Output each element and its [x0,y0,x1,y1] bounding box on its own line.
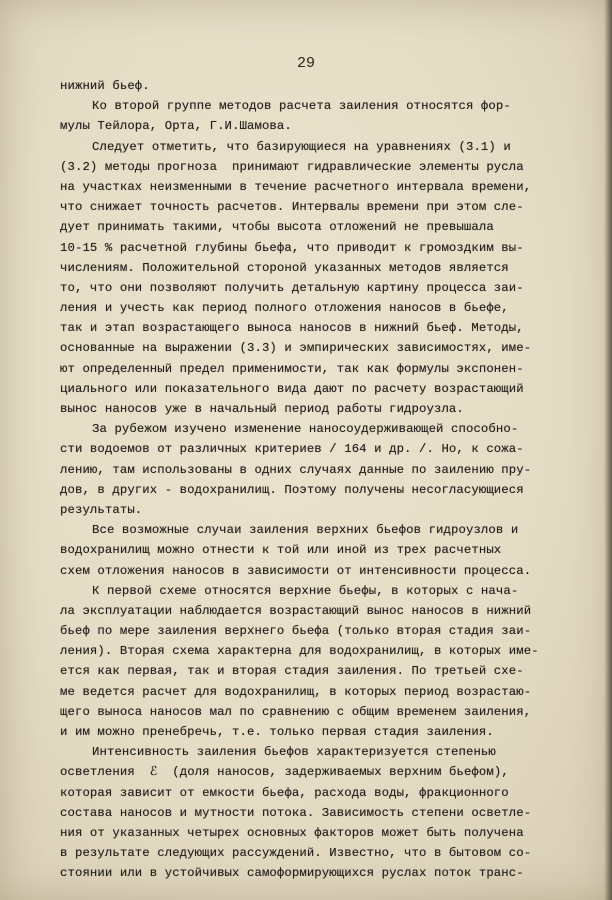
text-line: ме ведется расчет для водохранилищ, в которых период возрастаю- [60,684,532,699]
text-line: Ко второй группе методов расчета заиления относятся фор- [92,99,511,114]
text-line: ла эксплуатации наблюдается возрастающий вынос наносов в нижний [60,603,532,618]
text-line: и им можно пренебречь, т.е. только первая стадия заиления. [60,725,494,739]
text-line: основанные на выражении (3.3) и эмпирических зависимостях, име- [60,341,532,356]
text-line: так и этап возрастающего выноса наносов в нижний бьеф. Методы, [60,321,524,336]
text-line: осветления ℰ (доля наносов, задерживаемых верхним бьефом), [60,765,509,780]
text-line: бьеф по мере заиления верхнего бьефа (только вторая стадия заи- [60,624,532,639]
text-line: вынос наносов уже в начальный период работы гидроузла. [60,402,464,416]
text-line: которая зависит от емкости бьефа, расхода воды, фракционного [60,785,509,800]
text-line: в результате следующих рассуждений. Известно, что в бытовом со- [60,846,532,861]
text-line: (3.2) методы прогноза принимают гидравлические элементы русла [60,159,524,174]
text-line: Интенсивность заиления бьефов характеризуется степенью [92,745,496,760]
text-line: ния от указанных четырех основных факторов может быть получена [60,825,524,840]
text-line: К первой схеме относятся верхние бьефы, в которых с нача- [92,583,519,598]
text-line: схем отложения наносов в зависимости от интенсивности процесса. [60,563,532,578]
text-line: мулы Тейлора, Орта, Г.И.Шамова. [60,119,292,134]
text-line: За рубежом изучено изменение наносоудерживающей способно- [92,422,519,437]
text-line: ют определенный предел применимости, так как формулы экспонен- [60,361,524,376]
text-line: Следует отметить, что базирующиеся на уравнениях (3.1) и [92,139,511,154]
text-line: дует принимать такими, чтобы высота отложений не превышала [60,220,494,235]
text-line: что снижает точность расчетов. Интервалы времени при этом сле- [60,200,524,215]
page-edge-shadow [604,0,612,900]
text-line: водохранилищ можно отнести к той или иной из трех расчетных [60,543,502,558]
text-line: циального или показательного вида дают по расчету возрастающий [60,381,524,396]
text-line: Все возможные случаи заиления верхних бьефов гидроузлов и [92,523,519,538]
text-line: состава наносов и мутности потока. Зависимость степени осветле- [60,805,532,820]
text-line: числениям. Положительной стороной указанных методов является [60,260,509,275]
text-line: дов, в других - водохранилищ. Поэтому получены несогласующиеся [60,482,524,497]
text-line: 10-15 % расчетной глубины бьефа, что приводит к громоздким вы- [60,240,524,255]
text-line: на участках неизменными в течение расчетного интервала времени, [60,179,532,194]
text-line: сти водоемов от различных критериев / 164 и др. /. Но, к сожа- [60,442,524,457]
text-line: ления и учесть как период полного отложения наносов в бьефе, [60,301,509,316]
text-line: результаты. [60,502,143,517]
text-line: ления). Вторая схема характерна для водохранилищ, в которых име- [60,644,539,659]
text-line: стоянии или в устойчивых самоформирующихся руслах поток транс- [60,866,524,881]
text-line: ется как первая, так и вторая стадия заиления. По третьей схе- [60,664,524,679]
text-line: лению, там использованы в одних случаях данные по заилению пру- [60,462,532,477]
body-text [60,76,560,884]
text-line: нижний бьеф. [60,79,150,93]
text-line: щего выноса наносов мал по сравнению с общим временем заиления, [60,704,532,719]
text-line: то, что они позволяют получить детальную картину процесса заи- [60,280,524,295]
page-number: 29 [296,55,315,72]
